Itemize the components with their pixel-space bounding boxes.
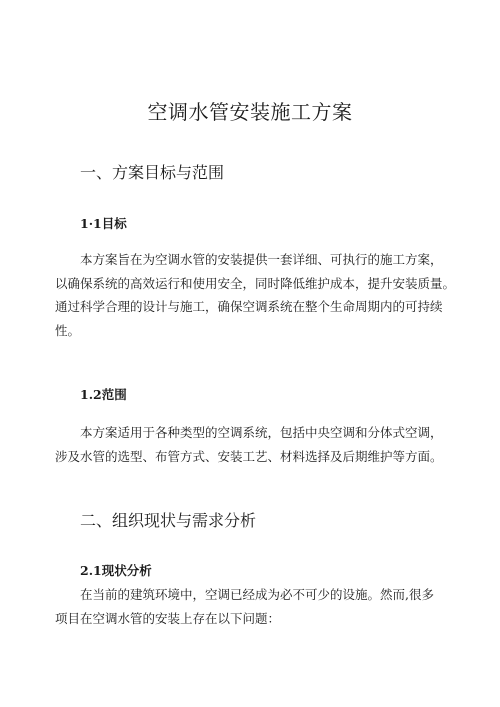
paragraph-line: 本方案旨在为空调水管的安装提供一套详细、可执行的施工方案， (80, 252, 443, 267)
paragraph-1-1 (55, 248, 455, 342)
subsection-heading-1-1: 1·1目标 (80, 216, 127, 231)
paragraph-line: 性。 (55, 322, 81, 338)
document-title: 空调水管安装施工方案 (147, 100, 353, 124)
section-heading-1: 一、方案目标与范围 (80, 163, 225, 182)
paragraph-2-1 (55, 583, 455, 630)
paragraph-line: 本方案适用于各种类型的空调系统，包括中央空调和分体式空调， (80, 425, 443, 440)
section-heading-2: 二、组织现状与需求分析 (80, 511, 257, 530)
paragraph-line: 项目在空调水管的安装上存在以下问题： (55, 610, 281, 626)
subsection-heading-2-1: 2.1现状分析 (80, 563, 152, 578)
subsection-heading-1-2: 1.2范围 (80, 387, 127, 402)
paragraph-line: 通过科学合理的设计与施工，确保空调系统在整个生命周期内的可持续 (55, 299, 443, 314)
paragraph-line: 在当前的建筑环境中，空调已经成为必不可少的设施。然而,很多 (80, 587, 434, 602)
paragraph-1-2 (55, 421, 455, 468)
paragraph-line: 以确保系统的高效运行和使用安全，同时降低维护成本，提升安装质量。 (55, 275, 456, 291)
paragraph-line: 涉及水管的选型、布管方式、安装工艺、材料选择及后期维护等方面。 (55, 448, 443, 464)
